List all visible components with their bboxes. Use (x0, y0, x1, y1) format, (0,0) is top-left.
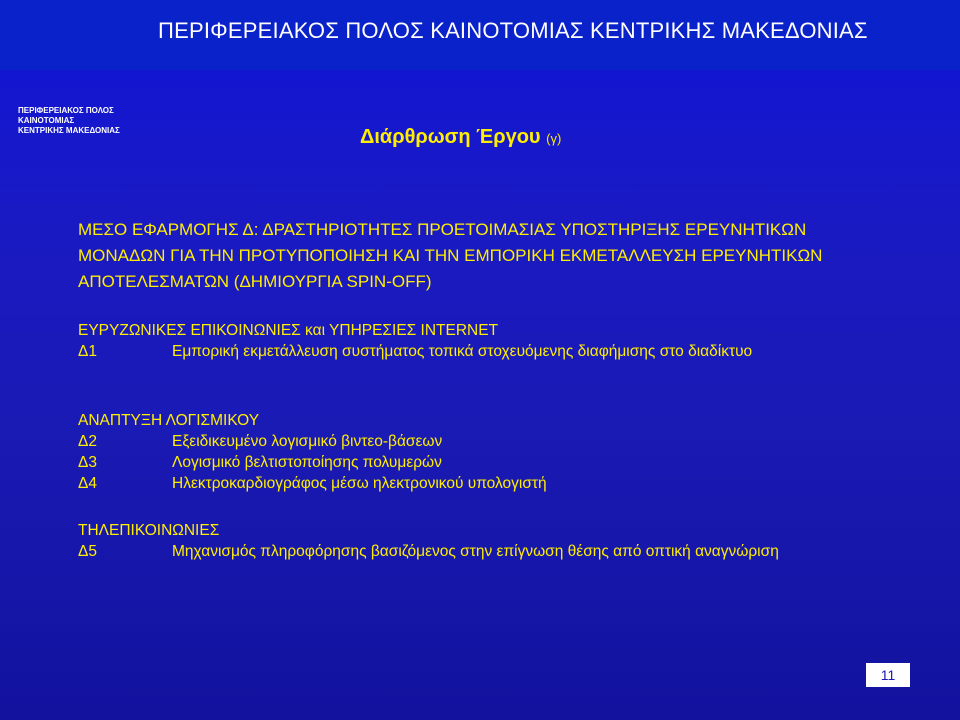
item-text: Μηχανισμός πληροφόρησης βασιζόμενος στην επίγνωση θέσης από οπτική αναγνώριση (172, 543, 779, 560)
item-code: Δ5 (78, 543, 97, 560)
header-title: ΠΕΡΙΦΕΡΕΙΑΚΟΣ ΠΟΛΟΣ ΚΑΙΝΟΤΟΜΙΑΣ ΚΕΝΤΡΙΚΗΣ ΜΑΚΕΔΟΝΙΑΣ (158, 18, 868, 43)
item-text: Ηλεκτροκαρδιογράφος μέσω ηλεκτρονικού υπολογιστή (172, 475, 547, 492)
section-telecom (78, 520, 898, 562)
item-text: Εμπορική εκμετάλλευση συστήματος τοπικά στοχευόμενης διαφήμισης στο διαδίκτυο (172, 343, 753, 360)
organization-logo (18, 106, 130, 142)
header-bar (0, 0, 960, 70)
logo-line-2: ΚΑΙΝΟΤΟΜΙΑΣ (18, 116, 75, 125)
item-code: Δ2 (78, 433, 97, 450)
item-text: Εξειδικευμένο λογισμικό βιντεο-βάσεων (172, 433, 443, 450)
item-code: Δ4 (78, 475, 97, 492)
slide-title-suffix: (γ) (546, 131, 562, 146)
slide-title (360, 126, 561, 149)
page-number: 11 (866, 663, 910, 687)
section-heading: ΤΗΛΕΠΙΚΟΙΝΩΝΙΕΣ (78, 522, 220, 539)
section-broadband (78, 320, 898, 362)
slide-title-text: Διάρθρωση Έργου (360, 126, 541, 148)
list-item (78, 473, 898, 494)
list-item (78, 431, 898, 452)
section-software (78, 410, 898, 494)
item-code: Δ3 (78, 454, 97, 471)
logo-line-1: ΠΕΡΙΦΕΡΕΙΑΚΟΣ ΠΟΛΟΣ (18, 106, 114, 115)
section-heading: ΑΝΑΠΤΥΞΗ ΛΟΓΙΣΜΙΚΟΥ (78, 412, 260, 429)
item-text: Λογισμικό βελτιστοποίησης πολυμερών (172, 454, 442, 471)
axis-heading: ΜΕΣΟ ΕΦΑΡΜΟΓΗΣ Δ: ΔΡΑΣΤΗΡΙΟΤΗΤΕΣ ΠΡΟΕΤΟΙΜΑΣΙΑΣ ΥΠΟΣΤΗΡΙΞΗΣ ΕΡΕΥΝΗΤΙΚΩΝ ΜΟΝΑΔΩΝ ΓΙΑ ΤΗΝ ΠΡΟΤΥΠΟΠΟΙΗΣΗ ΚΑΙ ΤΗΝ ΕΜΠΟΡΙΚΗ ΕΚΜΕΤΑΛΛΕΥΣΗ ΕΡΕΥΝΗΤΙΚΩΝ ΑΠΟΤΕΛΕΣΜΑΤΩΝ (ΔΗΜΙΟΥΡΓΙΑ SPIN-OFF) (78, 220, 823, 291)
list-item (78, 341, 898, 362)
item-code: Δ1 (78, 343, 97, 360)
logo-line-3: ΚΕΝΤΡΙΚΗΣ ΜΑΚΕΔΟΝΙΑΣ (18, 126, 120, 135)
list-item (78, 541, 898, 562)
section-heading: ΕΥΡΥΖΩΝΙΚΕΣ ΕΠΙΚΟΙΝΩΝΙΕΣ και ΥΠΗΡΕΣΙΕΣ INTERNET (78, 322, 499, 339)
list-item (78, 452, 898, 473)
